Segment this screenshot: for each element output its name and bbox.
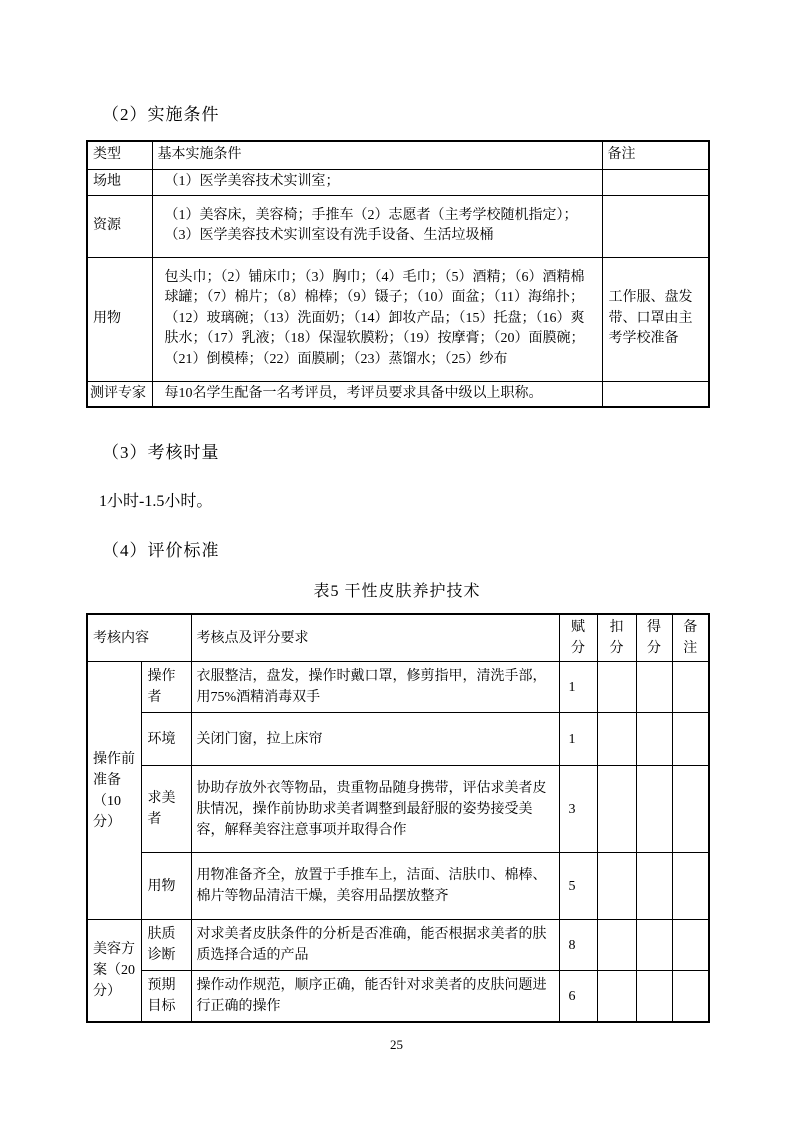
row-note <box>672 853 709 920</box>
row-requirement: 对求美者皮肤条件的分析是否准确，能否根据求美者的肤质选择合适的产品 <box>191 920 559 971</box>
table-row <box>87 195 709 257</box>
row-type: 场地 <box>87 169 152 195</box>
group-label-preparation: 操作前准备（10分） <box>87 662 141 920</box>
table-row <box>87 381 709 407</box>
row-score: 8 <box>559 920 597 971</box>
table-row <box>87 971 709 1023</box>
col-header-condition: 基本实施条件 <box>152 141 602 169</box>
heading-assessment-duration: （3）考核时量 <box>102 443 220 462</box>
col-header-points-requirements: 考核点及评分要求 <box>191 614 559 662</box>
row-score: 3 <box>559 766 597 853</box>
row-score: 6 <box>559 971 597 1023</box>
row-deduction <box>597 853 636 920</box>
heading-implementation-conditions: （2）实施条件 <box>102 105 220 124</box>
col-header-deducted-score: 扣分 <box>597 614 636 662</box>
row-requirement: 衣服整洁，盘发，操作时戴口罩，修剪指甲，清洗手部，用75%酒精消毒双手 <box>191 662 559 713</box>
table-row <box>87 853 709 920</box>
table-row <box>87 920 709 971</box>
table-row <box>87 766 709 853</box>
row-note <box>602 381 709 407</box>
row-note <box>672 713 709 766</box>
row-note <box>672 766 709 853</box>
row-note <box>602 195 709 257</box>
table5-caption: 表5 干性皮肤养护技术 <box>313 583 481 600</box>
row-condition: 每10名学生配备一名考评员，考评员要求具备中级以上职称。 <box>152 381 602 407</box>
row-requirement: 用物准备齐全，放置于手推车上，洁面、洁肤巾、棉棒、棉片等物品清洁干燥，美容用品摆放整齐 <box>191 853 559 920</box>
row-score: 5 <box>559 853 597 920</box>
row-score: 1 <box>559 713 597 766</box>
row-item: 用物 <box>141 853 191 920</box>
row-item: 操作者 <box>141 662 191 713</box>
row-gained <box>636 971 672 1023</box>
row-gained <box>636 766 672 853</box>
table-row <box>87 713 709 766</box>
duration-text: 1小时-1.5小时。 <box>99 493 213 510</box>
col-header-note: 备注 <box>672 614 709 662</box>
row-deduction <box>597 662 636 713</box>
row-note: 工作服、盘发带、口罩由主考学校准备 <box>602 257 709 381</box>
row-deduction <box>597 971 636 1023</box>
row-type: 资源 <box>87 195 152 257</box>
row-condition: （1）美容床，美容椅；手推车（2）志愿者（主考学校随机指定）；（3）医学美容技术实训室设有洗手设备、生活垃圾桶 <box>152 195 602 257</box>
table-row <box>87 169 709 195</box>
col-header-assigned-score: 赋分 <box>559 614 597 662</box>
row-score: 1 <box>559 662 597 713</box>
row-note <box>672 971 709 1023</box>
row-note <box>672 920 709 971</box>
col-header-note: 备注 <box>602 141 709 169</box>
row-gained <box>636 920 672 971</box>
row-note <box>602 169 709 195</box>
row-note <box>672 662 709 713</box>
row-type: 用物 <box>87 257 152 381</box>
row-item: 求美者 <box>141 766 191 853</box>
conditions-header-row <box>87 141 709 169</box>
row-deduction <box>597 766 636 853</box>
evaluation-header-row <box>87 614 709 662</box>
row-gained <box>636 662 672 713</box>
col-header-type: 类型 <box>87 141 152 169</box>
row-deduction <box>597 920 636 971</box>
heading-evaluation-criteria: （4）评价标准 <box>102 541 220 560</box>
row-requirement: 关闭门窗，拉上床帘 <box>191 713 559 766</box>
row-deduction <box>597 713 636 766</box>
conditions-table <box>86 140 710 408</box>
table-row <box>87 257 709 381</box>
table-row <box>87 662 709 713</box>
row-item: 预期目标 <box>141 971 191 1023</box>
row-gained <box>636 853 672 920</box>
row-condition: （1）医学美容技术实训室； <box>152 169 602 195</box>
row-item: 环境 <box>141 713 191 766</box>
col-header-gained-score: 得分 <box>636 614 672 662</box>
row-gained <box>636 713 672 766</box>
col-header-assess-content: 考核内容 <box>87 614 191 662</box>
row-type: 测评专家 <box>87 381 152 407</box>
evaluation-table <box>86 613 710 1023</box>
group-label-beauty-plan: 美容方案（20分） <box>87 920 141 1023</box>
row-requirement: 协助存放外衣等物品，贵重物品随身携带，评估求美者皮肤情况，操作前协助求美者调整到最舒服的姿势接受美容，解释美容注意事项并取得合作 <box>191 766 559 853</box>
row-item: 肤质诊断 <box>141 920 191 971</box>
row-condition: 包头巾；（2）铺床巾；（3）胸巾；（4）毛巾；（5）酒精；（6）酒精棉球罐；（7）棉片；（8）棉棒；（9）镊子；（10）面盆；（11）海绵扑；（12）玻璃碗；（13）洗面奶；（14）卸妆产品；（15）托盘；（16）爽肤水；（17）乳液；（18）保湿软膜粉；（19）按摩膏；（20）面膜碗；（21）倒模棒；（22）面膜刷；（23）蒸馏水；（25）纱布 <box>152 257 602 381</box>
page-number: 25 <box>390 1037 403 1052</box>
row-requirement: 操作动作规范，顺序正确，能否针对求美者的皮肤问题进行正确的操作 <box>191 971 559 1023</box>
